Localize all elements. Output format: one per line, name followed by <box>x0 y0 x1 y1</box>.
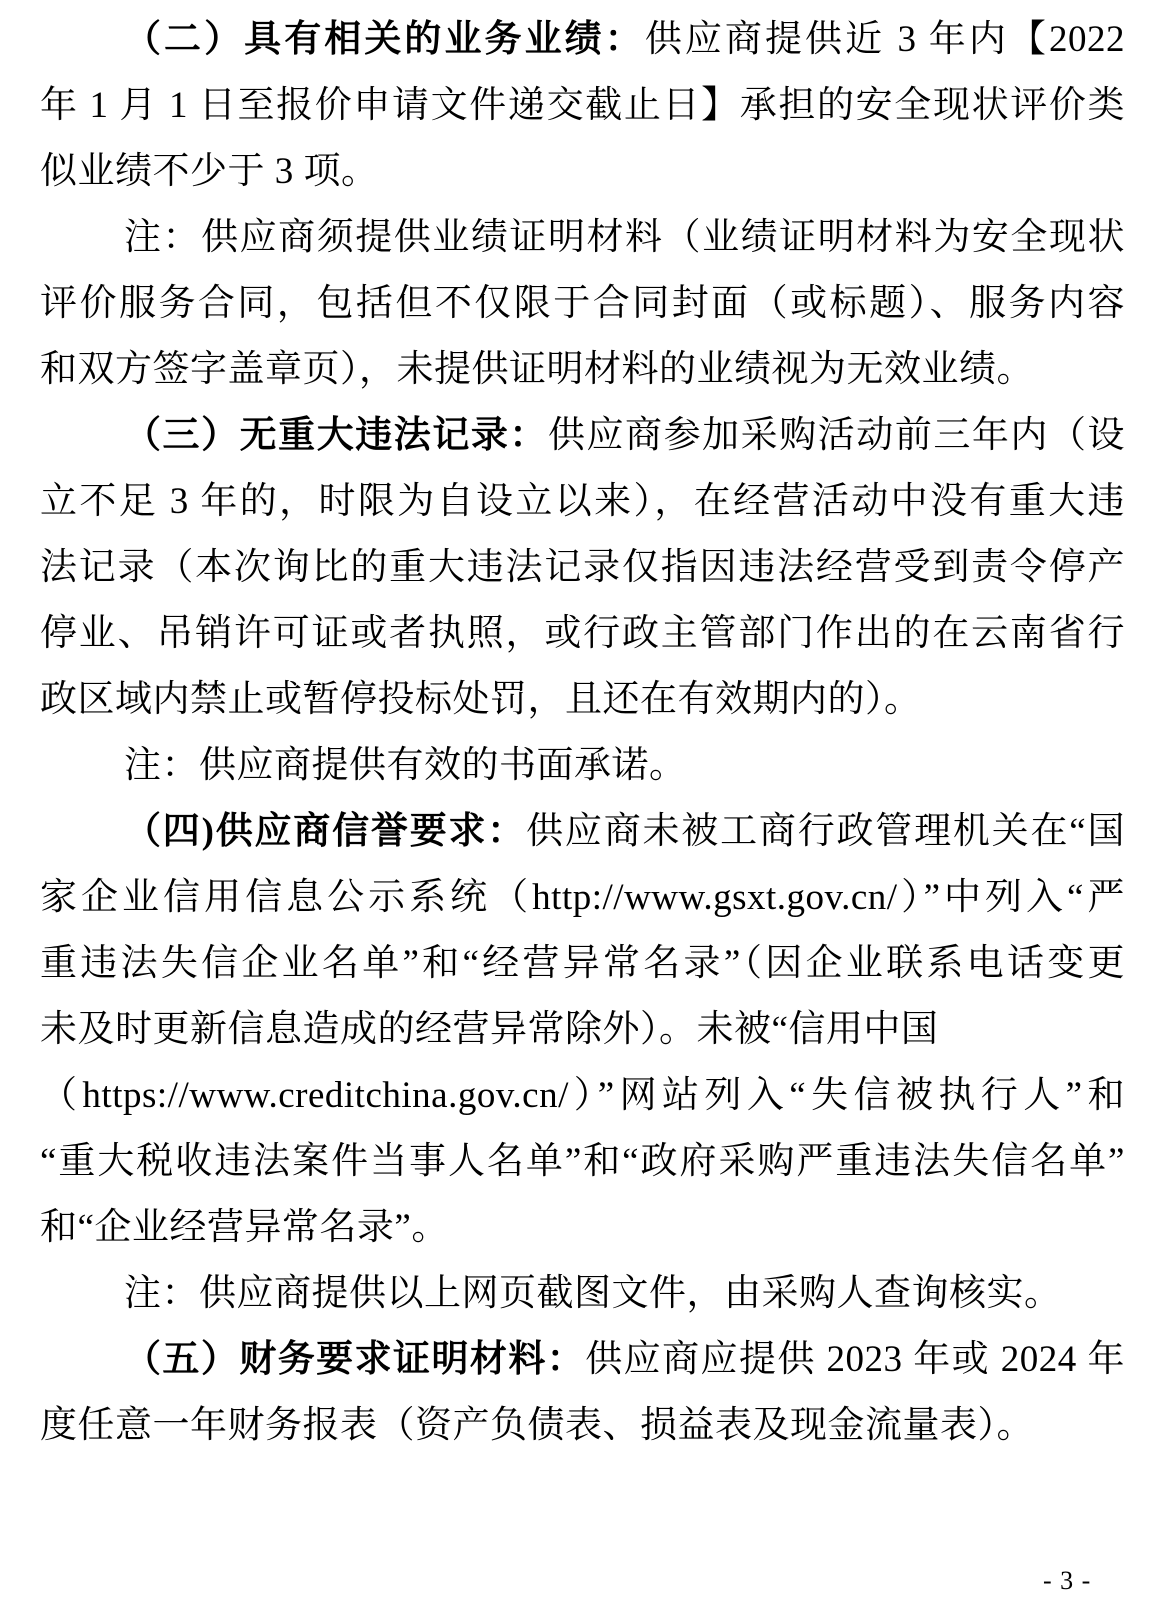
line-text: 未及时更新信息造成的经营异常除外）。未被“信用中国 <box>40 1009 939 1050</box>
note-2-line-1 <box>40 733 1125 799</box>
clause-iv-line-2 <box>40 865 1125 931</box>
document-body <box>40 7 1125 1459</box>
clause-iii-line-3 <box>40 535 1125 601</box>
clause-iv-line-1 <box>40 799 1125 865</box>
line-text: 评价服务合同，包括但不仅限于合同封面（或标题）、服务内容 <box>40 283 1125 324</box>
clause-iii-line-4 <box>40 601 1125 667</box>
line-text: 停业、吊销许可证或者执照，或行政主管部门作出的在云南省行 <box>40 613 1125 654</box>
clause-iv-heading: （四)供应商信誉要求： <box>124 811 527 852</box>
clause-ii-line-3 <box>40 139 1125 205</box>
clause-iv-line-4 <box>40 997 1125 1063</box>
line-text: 供应商参加采购活动前三年内（设 <box>547 415 1126 456</box>
line-text: 度任意一年财务报表（资产负债表、损益表及现金流量表）。 <box>40 1405 1034 1446</box>
clause-iii-line-2 <box>40 469 1125 535</box>
clause-v-line-1 <box>40 1327 1125 1393</box>
clause-ii-line-2 <box>40 73 1125 139</box>
note-1-line-1 <box>40 205 1125 271</box>
clause-v-heading: （五）财务要求证明材料： <box>124 1339 586 1380</box>
line-text: 注：供应商提供有效的书面承诺。 <box>124 745 687 786</box>
clause-iv-line-6 <box>40 1129 1125 1195</box>
line-text: 注：供应商须提供业绩证明材料（业绩证明材料为安全现状 <box>124 217 1125 258</box>
line-text: 供应商提供近 3 年内【2022 <box>644 19 1125 60</box>
clause-iii-line-5 <box>40 667 1125 733</box>
clause-ii-line-1 <box>40 7 1125 73</box>
line-text: 供应商应提供 2023 年或 2024 年 <box>585 1339 1125 1380</box>
note-3-line-1 <box>40 1261 1125 1327</box>
line-text: 似业绩不少于 3 项。 <box>40 151 379 192</box>
page-number: - 3 - <box>1043 1566 1092 1595</box>
line-text: 供应商未被工商行政管理机关在“国 <box>526 811 1126 852</box>
clause-iv-line-5 <box>40 1063 1125 1129</box>
note-1-line-3 <box>40 337 1125 403</box>
clause-iv-line-7 <box>40 1195 1125 1261</box>
note-1-line-2 <box>40 271 1125 337</box>
line-text: 和“企业经营异常名录”。 <box>40 1207 449 1248</box>
clause-iv-line-3 <box>40 931 1125 997</box>
line-text: 立不足 3 年的，时限为自设立以来），在经营活动中没有重大违 <box>40 481 1125 522</box>
clause-iii-heading: （三）无重大违法记录： <box>124 415 548 456</box>
line-text: 年 1 月 1 日至报价申请文件递交截止日】承担的安全现状评价类 <box>40 85 1125 126</box>
line-text: 政区域内禁止或暂停投标处罚，且还在有效期内的）。 <box>40 679 922 720</box>
line-text: 和双方签字盖章页），未提供证明材料的业绩视为无效业绩。 <box>40 349 1034 390</box>
clause-iii-line-1 <box>40 403 1125 469</box>
line-text: 家企业信用信息公示系统（http://www.gsxt.gov.cn/）”中列入“严 <box>40 877 1125 918</box>
line-text: （https://www.creditchina.gov.cn/）”网站列入“失信被执行人”和 <box>40 1075 1125 1116</box>
line-text: “重大税收违法案件当事人名单”和“政府采购严重违法失信名单” <box>40 1141 1125 1182</box>
line-text: 注：供应商提供以上网页截图文件，由采购人查询核实。 <box>124 1273 1062 1314</box>
clause-ii-heading: （二）具有相关的业务业绩： <box>124 19 645 60</box>
clause-v-line-2 <box>40 1393 1125 1459</box>
line-text: 法记录（本次询比的重大违法记录仅指因违法经营受到责令停产 <box>40 547 1125 588</box>
line-text: 重违法失信企业名单”和“经营异常名录”（因企业联系电话变更 <box>40 943 1125 984</box>
